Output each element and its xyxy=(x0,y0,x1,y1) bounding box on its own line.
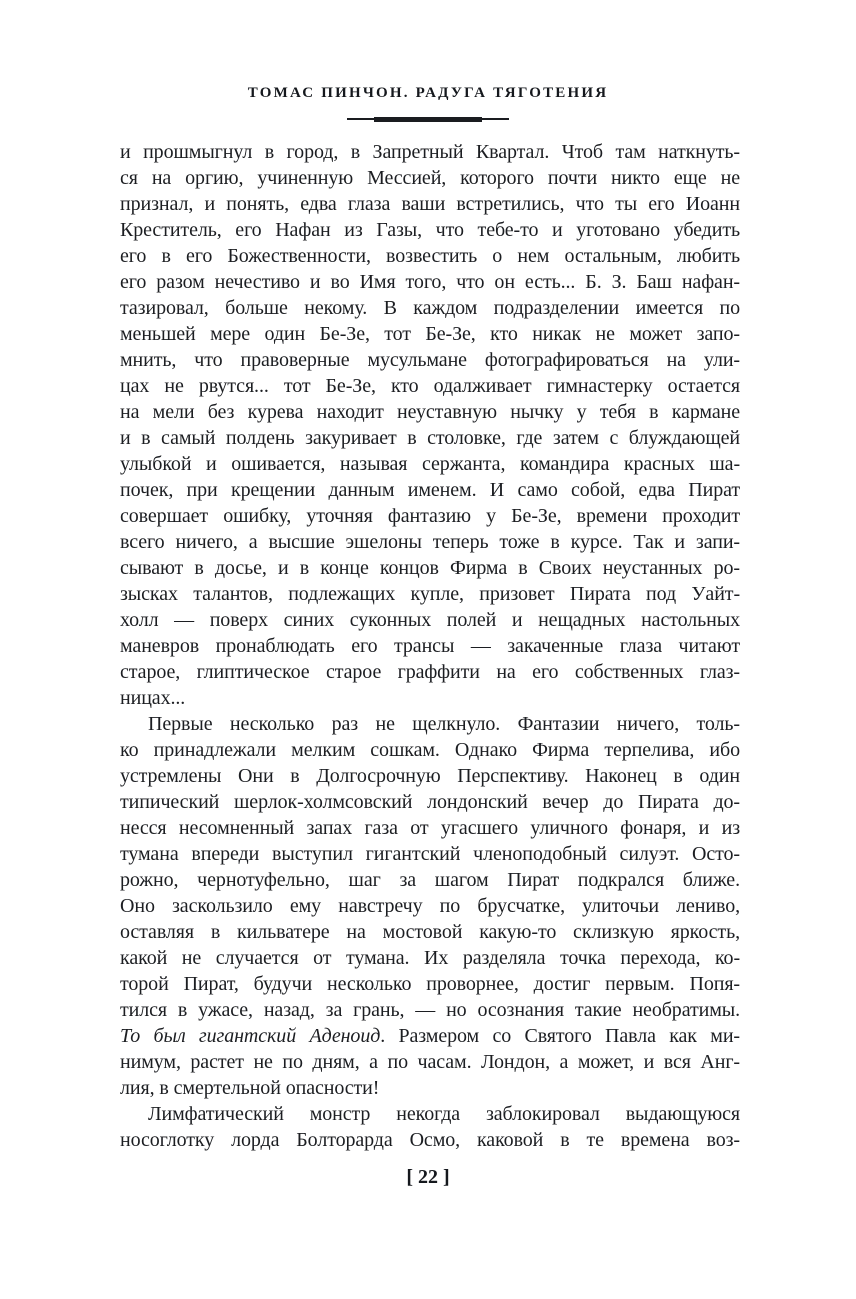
text-segment: оставляя в кильватере на мостовой какую-то склизкую яркость, xyxy=(120,921,740,943)
body-text xyxy=(120,139,740,1153)
text-segment: признал, и понять, едва глаза ваши встретились, что ты его Иоанн xyxy=(120,193,740,215)
text-line xyxy=(120,373,740,399)
text-line xyxy=(120,503,740,529)
text-line xyxy=(120,737,740,763)
text-segment: устремлены Они в Долгосрочную Перспективу. Наконец в один xyxy=(120,765,740,787)
text-segment: совершает ошибку, уточняя фантазию у Бе-Зе, времени проходит xyxy=(120,505,740,527)
text-segment: Оно заскользило ему навстречу по брусчатке, улиточьи лениво, xyxy=(120,895,740,917)
text-line xyxy=(120,815,740,841)
text-segment: улыбкой и ошивается, называя сержанта, командира красных ша- xyxy=(120,453,740,475)
text-segment: какой не случается от тумана. Их разделяла точка перехода, ко- xyxy=(120,947,740,969)
text-segment: мнить, что правоверные мусульмане фотографироваться на ули- xyxy=(120,349,740,371)
text-line xyxy=(120,1023,740,1049)
text-line xyxy=(120,269,740,295)
text-line xyxy=(120,763,740,789)
text-segment: ницах... xyxy=(120,687,186,709)
text-line xyxy=(120,1127,740,1153)
text-line xyxy=(120,139,740,165)
text-line xyxy=(120,477,740,503)
text-line xyxy=(120,841,740,867)
text-line xyxy=(120,321,740,347)
text-segment: цах не рвутся... тот Бе-Зе, кто одалживает гимнастерку остается xyxy=(120,375,740,397)
text-segment: типический шерлок-холмсовский лондонский вечер до Пирата до- xyxy=(120,791,740,813)
text-segment: тумана впереди выступил гигантский членоподобный силуэт. Осто- xyxy=(120,843,740,865)
text-line xyxy=(120,971,740,997)
text-segment: Креститель, его Нафан из Газы, что тебе-то и уготовано убедить xyxy=(120,219,740,241)
text-line xyxy=(120,451,740,477)
text-segment: Первые несколько раз не щелкнуло. Фантазии ничего, толь- xyxy=(148,713,740,735)
text-segment: ся на оргию, учиненную Мессией, которого почти никто еще не xyxy=(120,167,740,189)
text-line xyxy=(120,685,740,711)
text-line xyxy=(120,243,740,269)
text-segment: и в самый полдень закуривает в столовке, где затем с блуждающей xyxy=(120,427,740,449)
text-line xyxy=(120,919,740,945)
text-line xyxy=(120,347,740,373)
page-number: [ 22 ] xyxy=(406,1166,450,1188)
text-line xyxy=(120,659,740,685)
text-segment: носоглотку лорда Болторарда Осмо, каковой в те времена воз- xyxy=(120,1129,740,1151)
text-segment: зысках талантов, подлежащих купле, призовет Пирата под Уайт- xyxy=(120,583,740,605)
text-line xyxy=(120,1049,740,1075)
text-segment: торой Пират, будучи несколько проворнее, достиг первым. Попя- xyxy=(120,973,740,995)
text-segment: нимум, растет не по дням, а по часам. Лондон, а может, и вся Анг- xyxy=(120,1051,740,1073)
text-segment: . Размером со Святого Павла как ми- xyxy=(380,1025,740,1047)
text-segment: и прошмыгнул в город, в Запретный Квартал. Чтоб там наткнуть- xyxy=(120,141,740,163)
text-segment: тазировал, больше некому. В каждом подразделении имеется по xyxy=(120,297,740,319)
text-segment: на мели без курева находит неуставную нычку у тебя в кармане xyxy=(120,401,740,423)
text-line xyxy=(120,893,740,919)
text-line xyxy=(120,555,740,581)
text-line xyxy=(120,425,740,451)
text-line xyxy=(120,217,740,243)
text-line xyxy=(120,997,740,1023)
divider-thick-center xyxy=(374,117,482,122)
running-header: ТОМАС ПИНЧОН. РАДУГА ТЯГОТЕНИЯ xyxy=(247,85,609,101)
text-segment: почек, при крещении данным именем. И само собой, едва Пират xyxy=(120,479,740,501)
text-line xyxy=(120,165,740,191)
text-line xyxy=(120,399,740,425)
text-line xyxy=(120,1075,740,1101)
text-segment: всего ничего, а высшие эшелоны теперь тоже в курсе. Так и запи- xyxy=(120,531,740,553)
text-line xyxy=(120,1101,740,1127)
text-segment: рожно, чернотуфельно, шаг за шагом Пират подкрался ближе. xyxy=(120,869,740,891)
text-segment: его разом нечестиво и во Имя того, что он есть... Б. З. Баш нафан- xyxy=(120,271,740,293)
text-segment: Лимфатический монстр некогда заблокировал выдающуюся xyxy=(148,1103,740,1125)
text-line xyxy=(120,867,740,893)
text-segment: маневров пронаблюдать его трансы — закаченные глаза читают xyxy=(120,635,740,657)
text-segment: ко принадлежали мелким сошкам. Однако Фирма терпелива, ибо xyxy=(120,739,740,761)
text-line xyxy=(120,945,740,971)
text-line xyxy=(120,711,740,737)
text-line xyxy=(120,581,740,607)
text-segment: несся несомненный запах газа от угасшего уличного фонаря, и из xyxy=(120,817,740,839)
text-line xyxy=(120,295,740,321)
text-line xyxy=(120,789,740,815)
text-segment: холл — поверх синих суконных полей и нещадных настольных xyxy=(120,609,740,631)
divider-thin-right xyxy=(482,118,509,120)
text-line xyxy=(120,191,740,217)
text-segment: сывают в досье, и в конце концов Фирма в Своих неустанных ро- xyxy=(120,557,740,579)
text-line xyxy=(120,607,740,633)
text-segment: меньшей мере один Бе-Зе, тот Бе-Зе, кто никак не может запо- xyxy=(120,323,740,345)
text-segment: тился в ужасе, назад, за грань, — но осознания такие необратимы. xyxy=(120,999,740,1021)
divider-thin-left xyxy=(347,118,374,120)
text-segment: старое, глиптическое старое граффити на его собственных глаз- xyxy=(120,661,740,683)
text-line xyxy=(120,529,740,555)
text-line xyxy=(120,633,740,659)
text-segment: его в его Божественности, возвестить о нем остальным, любить xyxy=(120,245,740,267)
header-divider xyxy=(347,116,509,122)
italic-text-segment: То был гигантский Аденоид xyxy=(120,1025,381,1047)
text-segment: лия, в смертельной опасности! xyxy=(120,1077,380,1099)
